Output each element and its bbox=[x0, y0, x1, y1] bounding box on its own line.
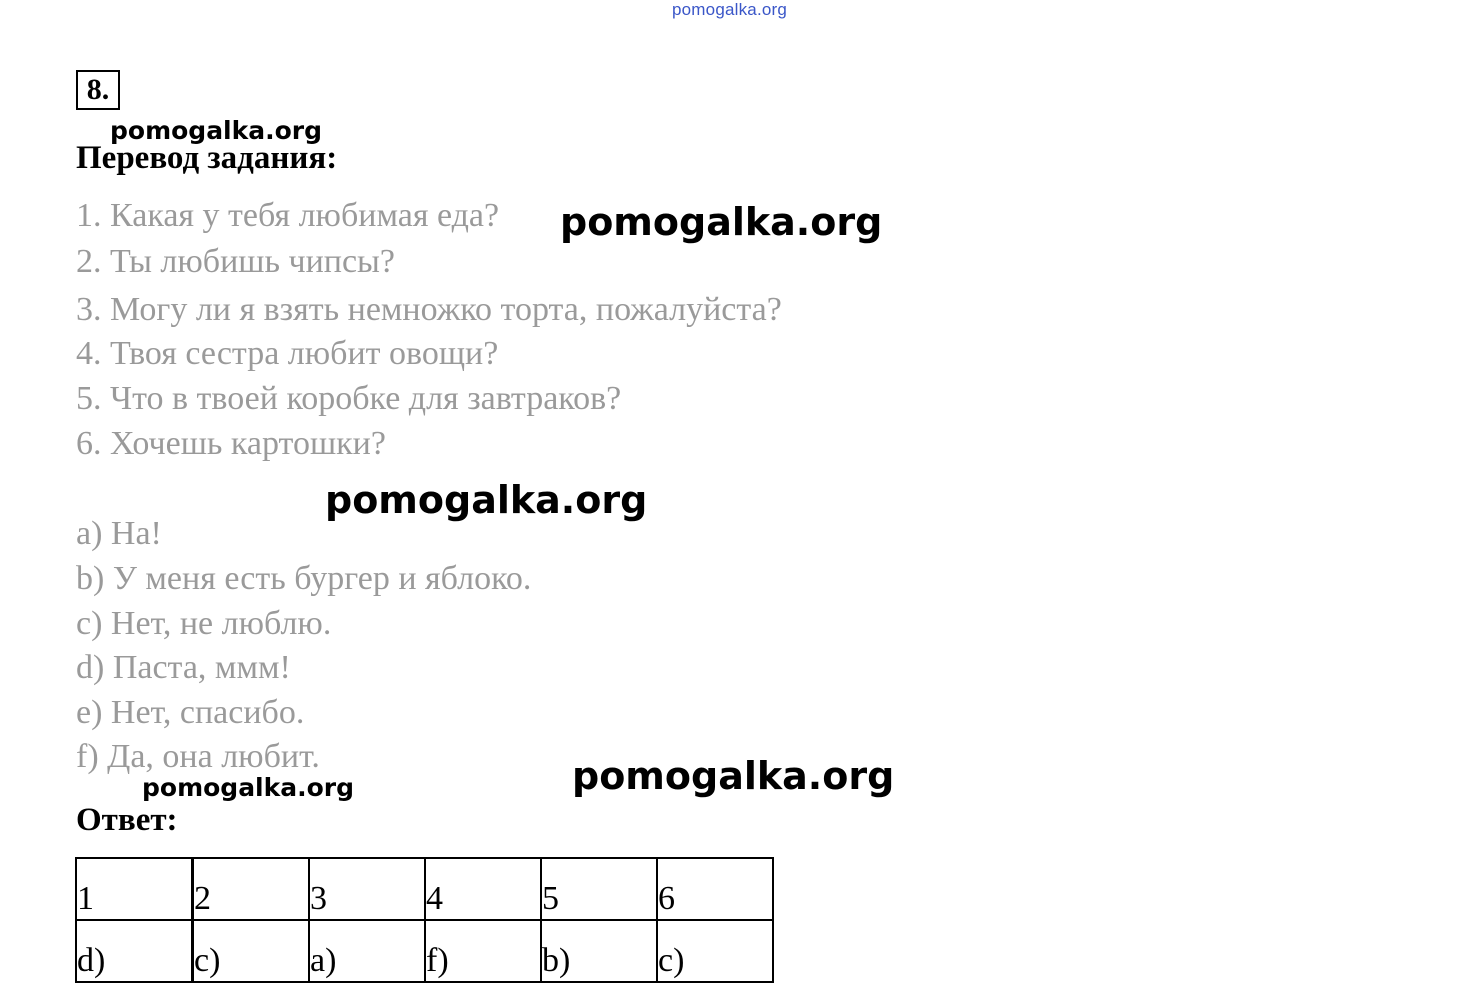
top-watermark: pomogalka.org bbox=[672, 0, 788, 19]
answer-numbers-row bbox=[76, 858, 773, 920]
answer-letters-row bbox=[76, 920, 773, 982]
answer-number-cell: 1 bbox=[76, 858, 193, 920]
answer-letter-cell: a) bbox=[309, 920, 425, 982]
task-number: 8. bbox=[76, 70, 120, 110]
answer-number-cell: 5 bbox=[541, 858, 657, 920]
answer-number-cell: 2 bbox=[193, 858, 310, 920]
watermark: pomogalka.org bbox=[560, 200, 883, 244]
question-line: 6. Хочешь картошки? bbox=[76, 425, 386, 462]
response-line: c) Нет, не люблю. bbox=[76, 605, 332, 642]
answer-letter-cell: c) bbox=[657, 920, 773, 982]
response-line: e) Нет, спасибо. bbox=[76, 694, 305, 731]
watermark: pomogalka.org bbox=[142, 773, 355, 802]
answer-number-cell: 4 bbox=[425, 858, 541, 920]
watermark: pomogalka.org bbox=[110, 116, 323, 145]
answer-number-cell: 6 bbox=[657, 858, 773, 920]
answer-title: Ответ: bbox=[76, 802, 178, 838]
response-line: d) Паста, ммм! bbox=[76, 649, 291, 686]
answer-letter-cell: f) bbox=[425, 920, 541, 982]
response-line: f) Да, она любит. bbox=[76, 738, 320, 775]
question-line: 5. Что в твоей коробке для завтраков? bbox=[76, 380, 622, 417]
answer-table bbox=[75, 857, 774, 983]
question-line: 4. Твоя сестра любит овощи? bbox=[76, 335, 499, 372]
watermark: pomogalka.org bbox=[572, 754, 895, 798]
question-line: 2. Ты любишь чипсы? bbox=[76, 243, 395, 280]
question-line: 3. Могу ли я взять немножко торта, пожалуйста? bbox=[76, 291, 782, 328]
response-line: b) У меня есть бургер и яблоко. bbox=[76, 560, 532, 597]
question-line: 1. Какая у тебя любимая еда? bbox=[76, 197, 500, 234]
response-line: a) На! bbox=[76, 515, 162, 552]
translation-title: Перевод задания: bbox=[76, 140, 338, 176]
answer-number-cell: 3 bbox=[309, 858, 425, 920]
answer-letter-cell: c) bbox=[193, 920, 310, 982]
answer-letter-cell: d) bbox=[76, 920, 193, 982]
answer-letter-cell: b) bbox=[541, 920, 657, 982]
watermark: pomogalka.org bbox=[325, 478, 648, 522]
